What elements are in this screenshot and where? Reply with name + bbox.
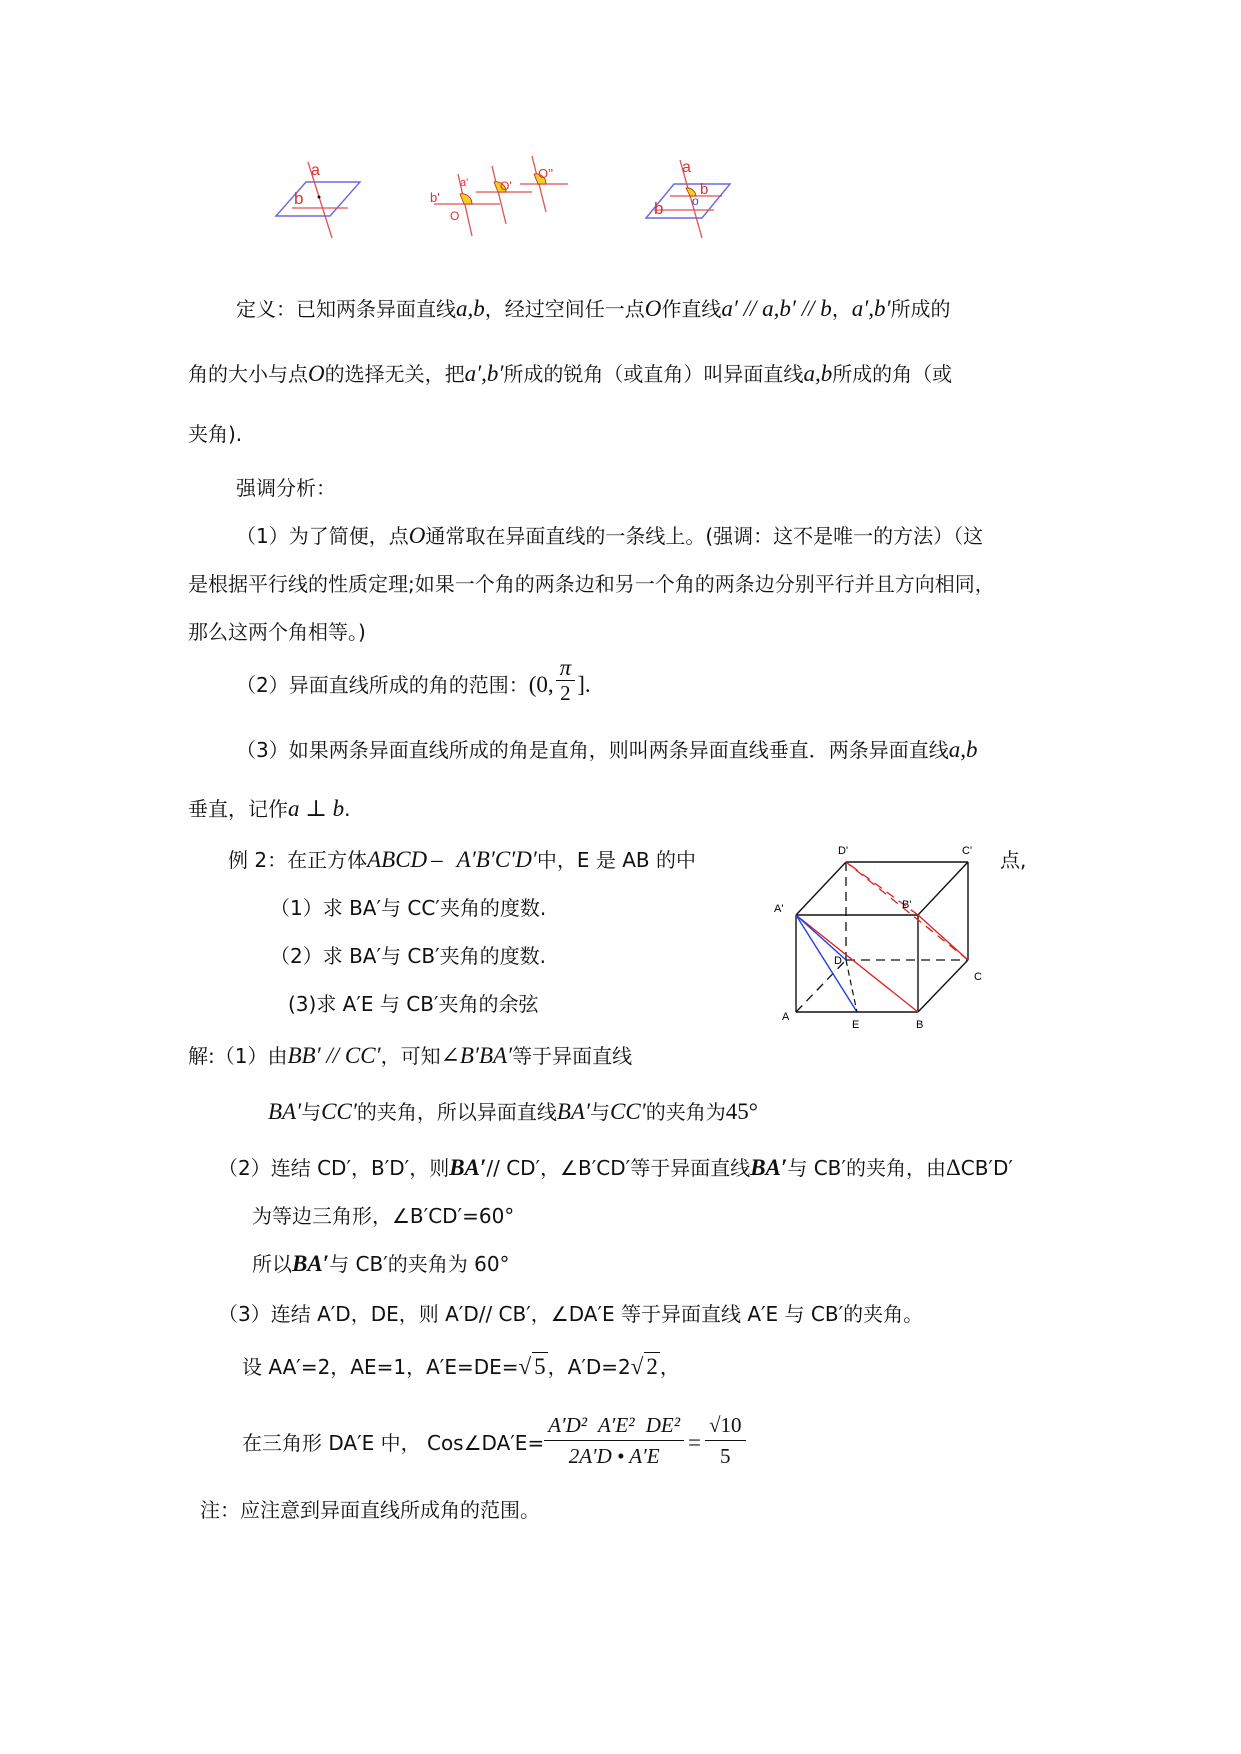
solution-2-line2: 为等边三角形，∠B′CD′=60° [252,1204,515,1228]
math-perp: a ⊥ b [288,796,345,821]
label-a: a [311,162,320,179]
numerator: π [556,656,576,681]
text: ，可知 [380,1044,441,1068]
text: 的夹角为 [645,1100,726,1124]
figure-skew-lines-plane [262,160,372,242]
math-angle: ∠B′BA′ [440,1043,513,1068]
solution-1-line2 [268,1098,758,1126]
math-dash: – [431,847,443,872]
text: 的夹角，所以异面直线 [356,1100,557,1124]
sqrt-sign: √ [630,1354,644,1379]
math-O: O [644,296,662,321]
emphasis-p2 [236,655,591,705]
emphasis-p1-line1 [236,522,983,550]
plane-parallelogram [276,182,360,216]
example-q3: (3)求 A′E 与 CB′夹角的余弦 [288,992,539,1016]
text: 例 2：在正方体 [228,848,368,872]
equals: = [688,1430,702,1455]
label-C: C [974,971,982,983]
text: 定义：已知两条异面直线 [236,297,456,321]
label-A: A [782,1011,790,1023]
radicand: 2 [646,1354,658,1379]
text: ，经过空间任一点 [484,297,645,321]
text: 所成的锐角（或直角）叫异面直线 [503,362,804,386]
diag-CB1 [918,915,968,960]
math-cube1: ABCD [367,847,428,872]
math-ab: a,b [948,737,978,762]
denominator: 5 [720,1444,731,1468]
text: 的选择无关，把 [324,362,465,386]
label-o-double-prime: O'' [538,166,554,181]
label-o-prime: O' [500,179,512,193]
label-A1: A' [774,903,784,915]
text: 作直线 [661,297,722,321]
label-a: a [682,159,691,176]
emphasis-p1-line3: 那么这两个角相等。) [188,620,366,644]
text: 所以 [252,1252,292,1276]
math-O: O [308,361,325,386]
math-cube2: A′B′C′D′ [456,847,537,872]
example-lead [228,846,696,874]
text: 设 AA′=2，AE=1，A′E=DE= [242,1355,519,1379]
seg-A1D [796,915,846,960]
label-b-upper: b [700,181,709,198]
solution-2-line1 [218,1154,1013,1182]
figure-cube [770,840,1000,1040]
text: ，A′D=2 [547,1355,631,1379]
emphasis-p3-line2 [188,795,351,823]
diag-A1B [796,915,918,1012]
label-b-prime: b' [430,190,440,205]
label-b: b [294,189,304,208]
numerator: A′D² A′E² DE² [544,1410,684,1441]
text: 在三角形 DA′E 中， Cos∠DA′E= [242,1431,545,1455]
math-BA1: BA′ [750,1155,788,1180]
result-fraction [705,1410,746,1471]
diag-CD1 [846,862,968,960]
text: （2）异面直线所成的角的范围： [236,673,529,697]
fraction-pi-over-2 [556,656,576,705]
text: 等于异面直线 [512,1044,633,1068]
seg-A1E [796,915,857,1012]
figure-translated-angles [428,152,578,240]
label-C1: C' [962,845,973,857]
emphasis-p3-line1 [236,736,977,764]
emphasis-p1-line2: 是根据平行线的性质定理;如果一个角的两条边和另一个角的两条边分别平行并且方向相同， [188,572,995,596]
text: （2）连结 CD′，B′D′，则 [218,1156,450,1180]
solution-2-line3 [252,1250,510,1278]
denominator: 2 [560,681,571,705]
note: 注：应注意到异面直线所成角的范围。 [200,1498,540,1522]
definition-line-3: 夹角). [188,422,243,446]
figure-angle-in-plane [640,156,740,242]
math-ab: a,b [803,361,833,386]
text: 中，E 是 AB 的中 [536,848,696,872]
math-BA1: BA′ [556,1099,590,1124]
math-delta: Δ [945,1155,961,1180]
text: 与 CB′的夹角为 60° [329,1252,510,1276]
solution-3-line1: （3）连结 A′D，DE，则 A′D// CB′，∠DA′E 等于异面直线 A′E 与 CB′的夹角。 [218,1302,924,1326]
text: 垂直，记作 [188,797,288,821]
label-b-lower: b [654,199,664,218]
math-45deg: 45° [725,1099,758,1124]
text: 角的大小与点 [188,362,308,386]
label-E: E [852,1019,860,1031]
edge-BC [918,960,968,1012]
label-o: o [692,194,699,208]
text: ， [831,297,852,321]
label-a-prime: a' [460,177,469,189]
point-marker [318,196,321,199]
label-D1: D' [838,845,849,857]
math-BA1: BA′ [449,1155,487,1180]
cosine-fraction [544,1410,684,1471]
text: ， [659,1355,680,1379]
math-close: ]. [577,672,591,697]
text: 与 [301,1100,322,1124]
definition-line-1 [236,295,951,323]
angle-sector-1 [460,194,472,204]
solution-1-line1 [188,1042,632,1070]
math-ab: a,b [456,296,485,321]
radicand: 5 [534,1354,546,1379]
text: 所成的角（或 [832,362,953,386]
math-parallel: BB′ // CC′ [287,1043,381,1068]
definition-line-2 [188,360,952,388]
solution-3-line2 [242,1352,680,1381]
example-q2: （2）求 BA′与 CB′夹角的度数. [270,944,546,968]
label-B: B [916,1019,924,1031]
text: // CD′，∠B′CD′等于异面直线 [486,1156,751,1180]
text: 通常取在异面直线的一条线上。(强调：这不是唯一的方法）（这 [425,524,984,548]
text: 解:（1）由 [188,1044,288,1068]
math-BA1: BA′ [292,1251,330,1276]
math-CC1: CC′ [321,1099,357,1124]
text: CB′D′ [960,1156,1013,1180]
edge-AD-hidden [796,960,846,1012]
text: 所成的 [890,297,951,321]
text: 与 [590,1100,610,1124]
label-o: O [450,209,460,223]
text: （3）如果两条异面直线所成的角是直角，则叫两条异面直线垂直．两条异面直线 [236,738,949,762]
example-point: 点, [1000,848,1027,872]
math-open: (0, [528,672,554,697]
denominator: 2A′D • A′E [568,1444,660,1468]
edge-B1C1 [918,862,968,915]
sqrt-sign: √ [518,1354,532,1379]
text: （1）为了简便，点 [236,524,409,548]
math-apbp: a′,b′ [464,361,504,386]
example-q1: （1）求 BA′与 CC′夹角的度数. [270,896,547,920]
text: 与 CB′的夹角，由 [787,1156,946,1180]
math-apbp: a′,b′ [851,296,891,321]
math-CC1: CC′ [610,1099,646,1124]
math-parallel: a′ // a,b′ // b [721,296,832,321]
math-O: O [408,523,426,548]
emphasis-title: 强调分析： [236,476,336,500]
edge-A1D1 [796,862,846,915]
numerator: √10 [705,1410,746,1441]
math-BA1: BA′ [268,1099,302,1124]
text: . [344,797,351,821]
solution-3-line3 [242,1413,746,1471]
label-D: D [834,955,842,967]
line-a-o1 [492,166,506,224]
label-B1: B' [902,899,912,911]
